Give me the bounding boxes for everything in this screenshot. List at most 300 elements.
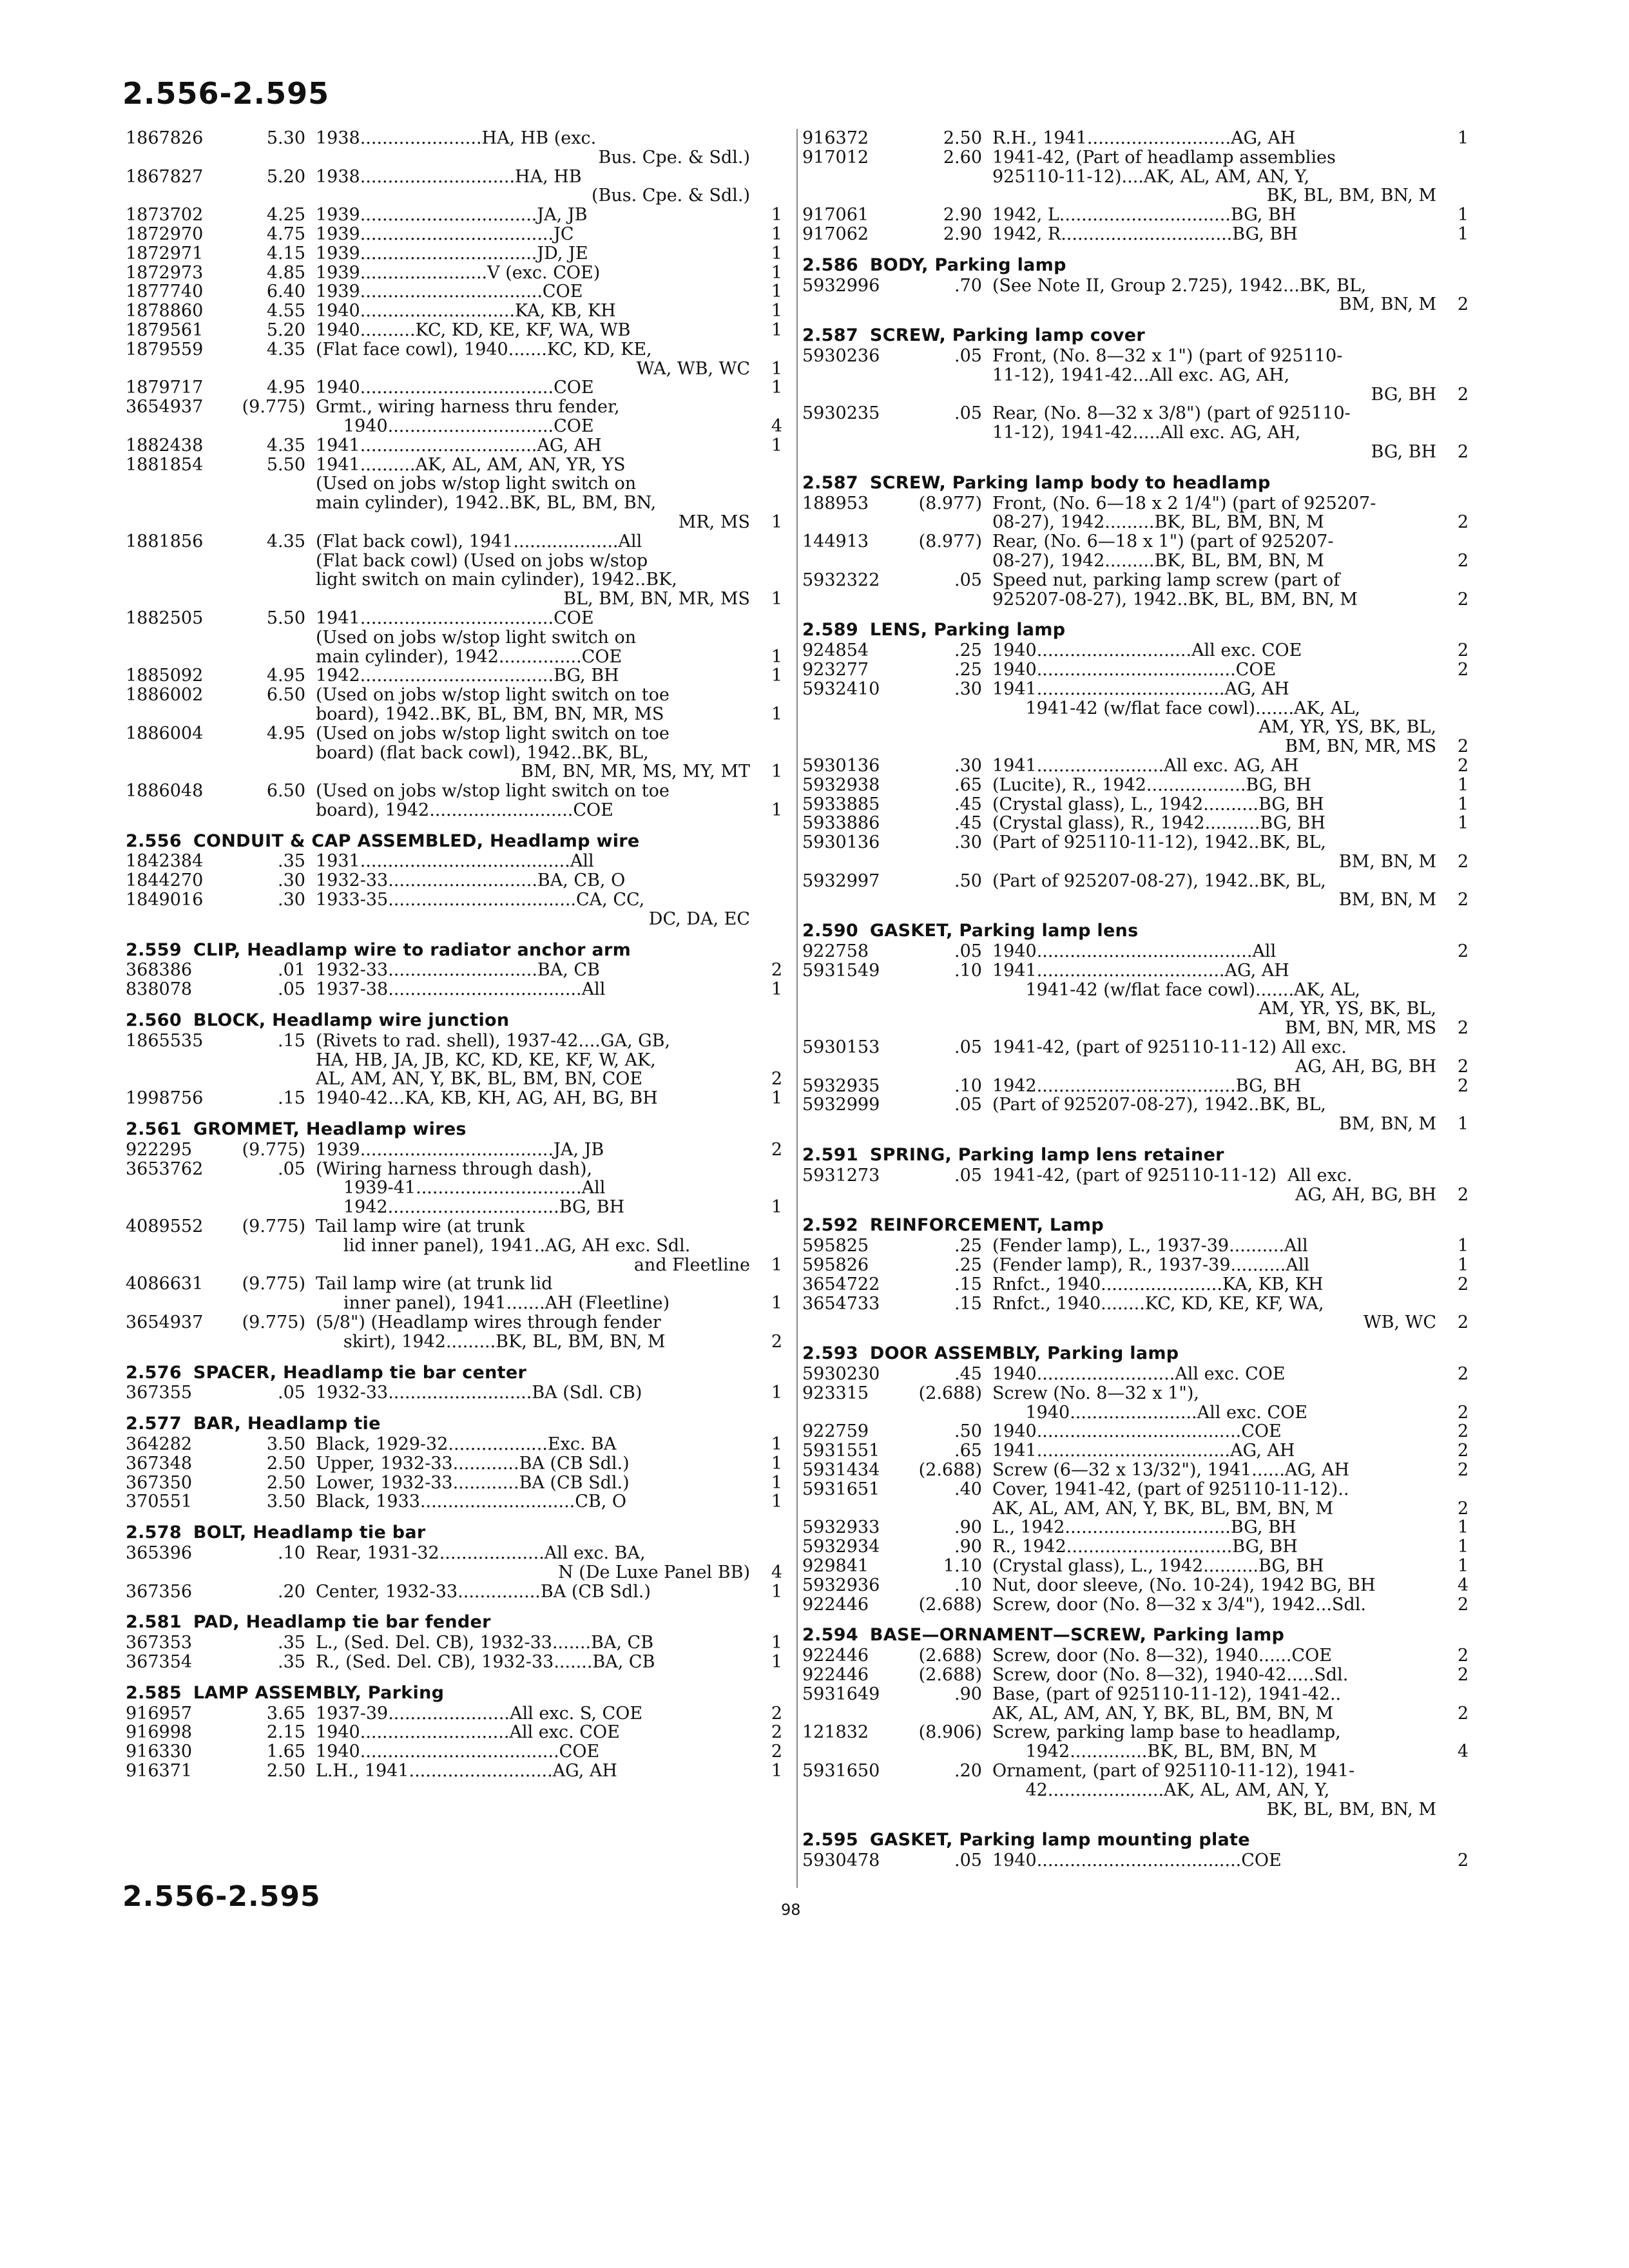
part-row xyxy=(802,1256,1472,1275)
part-number: 364282 xyxy=(126,1434,193,1454)
part-description xyxy=(316,1653,750,1672)
description-line: 1941-42, (Part of headlamp assemblies xyxy=(992,147,1336,168)
part-description xyxy=(316,961,750,980)
part-quantity: 1 xyxy=(771,378,782,398)
part-description xyxy=(992,206,1436,225)
part-number: 5932996 xyxy=(802,275,880,296)
part-number: 924854 xyxy=(802,640,869,661)
part-row xyxy=(802,206,1472,225)
description-line: BM, BN, M xyxy=(1338,851,1436,872)
part-number: 1886002 xyxy=(126,685,204,706)
section-title: BODY, Parking lamp xyxy=(869,255,1066,275)
part-quantity: 2 xyxy=(1457,1460,1469,1480)
part-number: 838078 xyxy=(126,979,193,1000)
part-price: (9.775) xyxy=(242,1274,305,1294)
part-row xyxy=(802,494,1472,533)
part-description xyxy=(992,1275,1436,1294)
section-title: BLOCK, Headlamp wire junction xyxy=(193,1010,510,1031)
part-number: 916371 xyxy=(126,1760,193,1781)
part-row xyxy=(126,1217,786,1274)
part-row xyxy=(126,168,786,206)
part-row xyxy=(126,1435,786,1454)
description-line: 1940.......................All exc. COE xyxy=(992,1402,1307,1423)
part-number: 5930153 xyxy=(802,1037,880,1058)
part-description xyxy=(992,1365,1436,1384)
part-price: 4.85 xyxy=(266,262,305,283)
part-row xyxy=(802,680,1472,756)
part-row xyxy=(802,814,1472,833)
section-number: 2.587 xyxy=(802,472,858,493)
part-quantity: 2 xyxy=(1457,1402,1469,1423)
part-number: 3653762 xyxy=(126,1158,204,1179)
description-line: Rear, (No. 6—18 x 1") (part of 925207- xyxy=(992,532,1334,552)
part-row xyxy=(802,1422,1472,1441)
part-quantity: 1 xyxy=(771,243,782,264)
part-price: .05 xyxy=(954,1850,982,1871)
part-row xyxy=(802,1723,1472,1762)
description-line: Front, (No. 8—32 x 1") (part of 925110- xyxy=(992,345,1343,366)
part-number: 917012 xyxy=(802,147,869,168)
part-quantity: 1 xyxy=(771,224,782,244)
part-description xyxy=(992,225,1436,244)
part-row xyxy=(802,532,1472,571)
description-line: (Used on jobs w/stop light switch on toe xyxy=(316,781,670,802)
part-price: 4.55 xyxy=(266,301,305,322)
part-number: 1842384 xyxy=(126,851,204,872)
description-line: 1932-33..........................BA (Sdl. CB) xyxy=(316,1383,642,1403)
description-line: (Lucite), R., 1942..................BG, BH xyxy=(992,774,1311,795)
part-quantity: 1 xyxy=(771,1293,782,1314)
part-number: 5932934 xyxy=(802,1537,880,1557)
description-line: 1940............................KA, KB, KH xyxy=(316,301,616,322)
description-line: 1942..............BK, BL, BM, BN, M xyxy=(992,1742,1317,1762)
section-number: 2.578 xyxy=(126,1523,182,1543)
part-quantity: 1 xyxy=(771,1254,782,1275)
part-number: 367353 xyxy=(126,1633,193,1653)
part-row xyxy=(802,1576,1472,1595)
description-line: Rear, (No. 8—32 x 3/8") (part of 925110- xyxy=(992,403,1351,424)
part-description xyxy=(316,686,750,724)
part-quantity: 1 xyxy=(771,589,782,610)
description-line: 1939................................JA, JB xyxy=(316,205,588,226)
part-description xyxy=(316,890,750,929)
part-row xyxy=(802,225,1472,244)
section-heading xyxy=(126,1613,786,1632)
part-number: 1879561 xyxy=(126,320,204,340)
part-row xyxy=(126,264,786,283)
description-line: AK, AL, AM, AN, Y, BK, BL, BM, BN, M xyxy=(992,1703,1334,1724)
description-line: Upper, 1932-33............BA (CB Sdl.) xyxy=(316,1453,630,1474)
section-heading xyxy=(126,1684,786,1703)
part-price: 3.50 xyxy=(266,1492,305,1512)
part-description xyxy=(992,1666,1436,1685)
description-line: BK, BL, BM, BN, M xyxy=(1266,1799,1436,1820)
part-quantity: 1 xyxy=(1457,813,1469,834)
part-number: 929841 xyxy=(802,1555,869,1576)
part-quantity: 4 xyxy=(1457,1575,1469,1595)
part-quantity: 1 xyxy=(771,1760,782,1781)
part-price: .05 xyxy=(954,570,982,590)
part-number: 3654733 xyxy=(802,1293,880,1314)
part-price: (8.977) xyxy=(918,493,982,514)
part-quantity: 2 xyxy=(1457,1594,1469,1615)
description-line: MR, MS xyxy=(678,512,750,532)
section-number: 2.592 xyxy=(802,1215,858,1236)
part-row xyxy=(802,148,1472,206)
part-number: 922758 xyxy=(802,941,869,962)
part-price: .10 xyxy=(954,1575,982,1595)
part-description xyxy=(316,1492,750,1512)
description-line: 11-12), 1941-42...All exc. AG, AH, xyxy=(992,365,1290,385)
part-description xyxy=(316,532,750,609)
description-line: 1939-41..............................All xyxy=(316,1178,606,1198)
part-quantity: 1 xyxy=(771,800,782,820)
description-line: BM, BN, M xyxy=(1338,890,1436,910)
description-line: 1941..........AK, AL, AM, AN, YR, YS xyxy=(316,454,626,475)
part-description xyxy=(316,340,750,379)
part-quantity: 1 xyxy=(1457,1537,1469,1557)
part-description xyxy=(316,1544,750,1582)
part-number: 922446 xyxy=(802,1664,869,1685)
part-price: .35 xyxy=(278,1633,305,1653)
part-quantity: 2 xyxy=(1457,512,1469,533)
description-line: L.H., 1941..........................AG, AH xyxy=(316,1760,617,1781)
section-heading xyxy=(126,1363,786,1383)
section-heading xyxy=(802,921,1472,941)
part-quantity: 1 xyxy=(1457,1517,1469,1538)
part-description xyxy=(992,1095,1436,1134)
description-line: Screw, door (No. 8—32), 1940......COE xyxy=(992,1646,1332,1666)
section-heading xyxy=(802,1216,1472,1235)
part-price: .30 xyxy=(954,678,982,699)
part-description xyxy=(992,1685,1436,1724)
part-description xyxy=(316,129,750,168)
part-price: .45 xyxy=(954,1364,982,1385)
part-number: 370551 xyxy=(126,1492,193,1512)
part-quantity: 2 xyxy=(1457,384,1469,405)
part-description xyxy=(316,666,750,686)
part-row xyxy=(802,795,1472,814)
part-description xyxy=(992,1384,1436,1423)
part-row xyxy=(126,436,786,456)
section-title: GASKET, Parking lamp mounting plate xyxy=(869,1830,1250,1850)
part-row xyxy=(126,1474,786,1493)
description-line: AG, AH, BG, BH xyxy=(1295,1184,1436,1205)
part-price: 5.50 xyxy=(266,454,305,475)
part-price: 4.25 xyxy=(266,205,305,226)
section-number: 2.576 xyxy=(126,1362,182,1383)
description-line: 1940....................................COE xyxy=(992,659,1277,680)
part-price: .05 xyxy=(278,1383,305,1403)
description-line: 925110-11-12)....AK, AL, AM, AN, Y, xyxy=(992,166,1310,187)
part-price: (9.775) xyxy=(242,1139,305,1160)
part-price: .25 xyxy=(954,1236,982,1256)
part-price: (8.906) xyxy=(918,1722,982,1743)
part-description xyxy=(316,1762,750,1781)
description-line: AM, YR, YS, BK, BL, xyxy=(1258,717,1436,738)
description-line: Screw (No. 8—32 x 1"), xyxy=(992,1383,1199,1403)
part-quantity: 1 xyxy=(1457,1236,1469,1256)
description-line: 1932-33...........................BA, CB, O xyxy=(316,870,626,891)
description-line: (Fender lamp), L., 1937-39..........All xyxy=(992,1236,1308,1256)
description-line: 1939...................................JC xyxy=(316,224,574,244)
part-quantity: 2 xyxy=(771,1742,782,1762)
part-description xyxy=(992,347,1436,404)
part-price: .65 xyxy=(954,774,982,795)
description-line: 11-12), 1941-42.....All exc. AG, AH, xyxy=(992,423,1301,443)
part-number: 922446 xyxy=(802,1646,869,1666)
part-price: 2.15 xyxy=(266,1722,305,1743)
part-number: 367350 xyxy=(126,1472,193,1493)
section-heading xyxy=(802,256,1472,275)
part-row xyxy=(126,378,786,398)
description-line: Speed nut, parking lamp screw (part of xyxy=(992,570,1340,590)
description-line: R., (Sed. Del. CB), 1932-33.......BA, CB xyxy=(316,1651,655,1672)
part-quantity: 2 xyxy=(1457,1018,1469,1039)
description-line: Screw, door (No. 8—32 x 3/4"), 1942...Sdl. xyxy=(992,1594,1366,1615)
part-row xyxy=(802,1294,1472,1333)
description-line: 1937-39......................All exc. S, COE xyxy=(316,1703,643,1724)
part-row xyxy=(126,1723,786,1742)
section-heading xyxy=(126,1011,786,1030)
part-description xyxy=(316,1582,750,1602)
part-quantity: 1 xyxy=(771,762,782,782)
part-row xyxy=(126,1742,786,1762)
part-description xyxy=(316,302,750,321)
part-description xyxy=(316,244,750,264)
part-description xyxy=(316,398,750,436)
part-description xyxy=(316,1435,750,1454)
part-price: .20 xyxy=(278,1581,305,1602)
part-row xyxy=(126,1160,786,1217)
description-line: Grmt., wiring harness thru fender, xyxy=(316,397,620,418)
part-price: (9.775) xyxy=(242,1312,305,1333)
part-number: 5932935 xyxy=(802,1075,880,1096)
part-quantity: 1 xyxy=(771,282,782,302)
part-number: 922446 xyxy=(802,1594,869,1615)
description-line: Front, (No. 6—18 x 2 1/4") (part of 925207- xyxy=(992,493,1376,514)
description-line: (Used on jobs w/stop light switch on toe xyxy=(316,685,670,706)
part-price: .05 xyxy=(278,1158,305,1179)
part-description xyxy=(316,282,750,302)
part-description xyxy=(992,1646,1436,1666)
part-description xyxy=(992,1038,1436,1077)
part-quantity: 2 xyxy=(1457,441,1469,462)
part-quantity: 2 xyxy=(1457,1421,1469,1442)
description-line: Screw, parking lamp base to headlamp, xyxy=(992,1722,1341,1743)
part-quantity: 1 xyxy=(771,1434,782,1454)
part-price: .45 xyxy=(954,813,982,834)
description-line: 1941..................................AG, AH xyxy=(992,678,1289,699)
part-description xyxy=(316,1474,750,1493)
part-price: .90 xyxy=(954,1537,982,1557)
part-description xyxy=(992,1595,1436,1615)
part-number: 3654937 xyxy=(126,397,204,418)
part-quantity: 2 xyxy=(1457,1056,1469,1077)
description-line: BG, BH xyxy=(1371,441,1436,462)
part-number: 5933886 xyxy=(802,813,880,834)
part-number: 1867827 xyxy=(126,166,204,187)
section-title: PAD, Headlamp tie bar fender xyxy=(193,1612,491,1633)
part-description xyxy=(316,206,750,225)
part-row xyxy=(126,890,786,929)
part-price: .05 xyxy=(954,1037,982,1058)
part-number: 4089552 xyxy=(126,1216,204,1237)
page-number: 98 xyxy=(781,1901,801,1919)
description-line: Black, 1933............................CB, O xyxy=(316,1492,627,1512)
part-description xyxy=(316,1723,750,1742)
part-price: 3.65 xyxy=(266,1703,305,1724)
part-number: 5932999 xyxy=(802,1095,880,1115)
part-row xyxy=(802,942,1472,961)
part-price: .05 xyxy=(954,345,982,366)
part-number: 1849016 xyxy=(126,890,204,910)
section-number: 2.585 xyxy=(126,1682,182,1703)
part-price: .35 xyxy=(278,851,305,872)
part-description xyxy=(992,571,1436,610)
part-row xyxy=(126,321,786,340)
description-line: (See Note II, Group 2.725), 1942...BK, BL, xyxy=(992,275,1367,296)
part-number: 1844270 xyxy=(126,870,204,891)
description-line: 1940.....................................COE xyxy=(992,1421,1282,1442)
part-price: .10 xyxy=(278,1542,305,1563)
part-price: .30 xyxy=(954,832,982,853)
description-line: Screw, door (No. 8—32), 1940-42.....Sdl. xyxy=(992,1664,1349,1685)
part-description xyxy=(992,1166,1436,1205)
part-quantity: 1 xyxy=(771,512,782,532)
part-description xyxy=(992,660,1436,680)
part-description xyxy=(316,1704,750,1724)
part-description xyxy=(992,1461,1436,1480)
part-quantity: 1 xyxy=(771,301,782,322)
right-column xyxy=(802,129,1472,1870)
part-row xyxy=(126,1313,786,1352)
description-line: 1940...........................All exc. COE xyxy=(316,1722,620,1743)
description-line: (5/8") (Headlamp wires through fender xyxy=(316,1312,661,1333)
part-description xyxy=(316,1383,750,1403)
part-quantity: 1 xyxy=(771,1472,782,1493)
part-quantity: 1 xyxy=(771,1492,782,1512)
part-description xyxy=(316,264,750,283)
part-number: 5931549 xyxy=(802,960,880,981)
part-price: .20 xyxy=(954,1760,982,1781)
part-number: 121832 xyxy=(802,1722,869,1743)
section-number: 2.594 xyxy=(802,1625,858,1646)
part-row xyxy=(126,1492,786,1512)
part-number: 5930235 xyxy=(802,403,880,424)
part-quantity: 2 xyxy=(1457,589,1469,610)
part-quantity: 1 xyxy=(1457,1255,1469,1276)
part-number: 5931551 xyxy=(802,1441,880,1461)
part-price: 4.95 xyxy=(266,723,305,744)
description-line: 08-27), 1942.........BK, BL, BM, BN, M xyxy=(992,512,1324,533)
section-title: CONDUIT & CAP ASSEMBLED, Headlamp wire xyxy=(193,831,640,851)
part-price: 2.90 xyxy=(943,224,982,244)
part-number: 1879717 xyxy=(126,378,204,398)
part-row xyxy=(126,206,786,225)
part-description xyxy=(316,980,750,999)
description-line: (Crystal glass), L., 1942..........BG, BH xyxy=(992,794,1324,814)
section-heading xyxy=(802,1344,1472,1363)
description-line: (Part of 925110-11-12), 1942..BK, BL, xyxy=(992,832,1326,853)
part-price: 6.50 xyxy=(266,781,305,802)
description-line: 1940..............................COE xyxy=(316,416,594,436)
description-line: BM, BN, M xyxy=(1338,1114,1436,1135)
part-description xyxy=(316,782,750,820)
part-description xyxy=(992,148,1436,206)
part-quantity: 4 xyxy=(771,416,782,436)
description-line: board), 1942..........................COE xyxy=(316,800,613,820)
part-number: 1881854 xyxy=(126,454,204,475)
section-heading xyxy=(802,326,1472,345)
part-row xyxy=(802,1275,1472,1294)
section-heading xyxy=(802,474,1472,493)
part-quantity: 2 xyxy=(1457,1664,1469,1685)
part-price: 6.50 xyxy=(266,685,305,706)
part-number: 595826 xyxy=(802,1255,869,1276)
part-row xyxy=(802,1461,1472,1480)
section-title: GASKET, Parking lamp lens xyxy=(869,921,1139,941)
part-row xyxy=(126,532,786,609)
section-number: 2.591 xyxy=(802,1145,858,1166)
description-line: 1939...................................JA, JB xyxy=(316,1139,604,1160)
section-number: 2.556 xyxy=(126,831,182,851)
section-heading xyxy=(802,620,1472,640)
description-line: Rear, 1931-32...................All exc. BA, xyxy=(316,1542,646,1563)
part-description xyxy=(992,1077,1436,1096)
description-line: 1931......................................All xyxy=(316,851,594,872)
part-number: 5931273 xyxy=(802,1165,880,1186)
part-number: 1877740 xyxy=(126,282,204,302)
description-line: BM, BN, M xyxy=(1338,294,1436,315)
part-quantity: 1 xyxy=(771,262,782,283)
page-footer: 2.556-2.595 xyxy=(122,1880,321,1913)
section-title: GROMMET, Headlamp wires xyxy=(193,1119,467,1140)
part-quantity: 2 xyxy=(1457,294,1469,315)
part-number: 368386 xyxy=(126,960,193,981)
part-number: 923315 xyxy=(802,1383,869,1403)
description-line: Tail lamp wire (at trunk xyxy=(316,1216,525,1237)
part-row xyxy=(802,1595,1472,1615)
description-line: 1941...................................COE xyxy=(316,608,594,628)
part-row xyxy=(802,1480,1472,1519)
part-quantity: 1 xyxy=(1457,224,1469,244)
part-row xyxy=(802,961,1472,1038)
part-description xyxy=(992,1480,1436,1519)
part-row xyxy=(126,871,786,890)
part-description xyxy=(992,1256,1436,1275)
page-header: 2.556-2.595 xyxy=(122,76,330,111)
description-line: BG, BH xyxy=(1371,384,1436,405)
part-row xyxy=(802,1441,1472,1461)
part-number: 922295 xyxy=(126,1139,193,1160)
part-number: 1882438 xyxy=(126,435,204,456)
part-price: 6.40 xyxy=(266,282,305,302)
part-quantity: 2 xyxy=(1457,1364,1469,1385)
part-description xyxy=(992,833,1436,872)
part-description xyxy=(316,321,750,340)
part-row xyxy=(126,1633,786,1653)
description-line: 1941-42 (w/flat face cowl).......AK, AL, xyxy=(992,698,1360,718)
part-price: .30 xyxy=(278,890,305,910)
part-row xyxy=(802,404,1472,461)
part-row xyxy=(126,398,786,436)
description-line: Center, 1932-33...............BA (CB Sdl.) xyxy=(316,1581,651,1602)
description-line: 1942....................................BG, BH xyxy=(992,1075,1302,1096)
description-line: R.H., 1941..........................AG, AH xyxy=(992,128,1296,148)
description-line: board), 1942..BK, BL, BM, BN, MR, MS xyxy=(316,704,664,724)
part-number: 1865535 xyxy=(126,1030,204,1051)
